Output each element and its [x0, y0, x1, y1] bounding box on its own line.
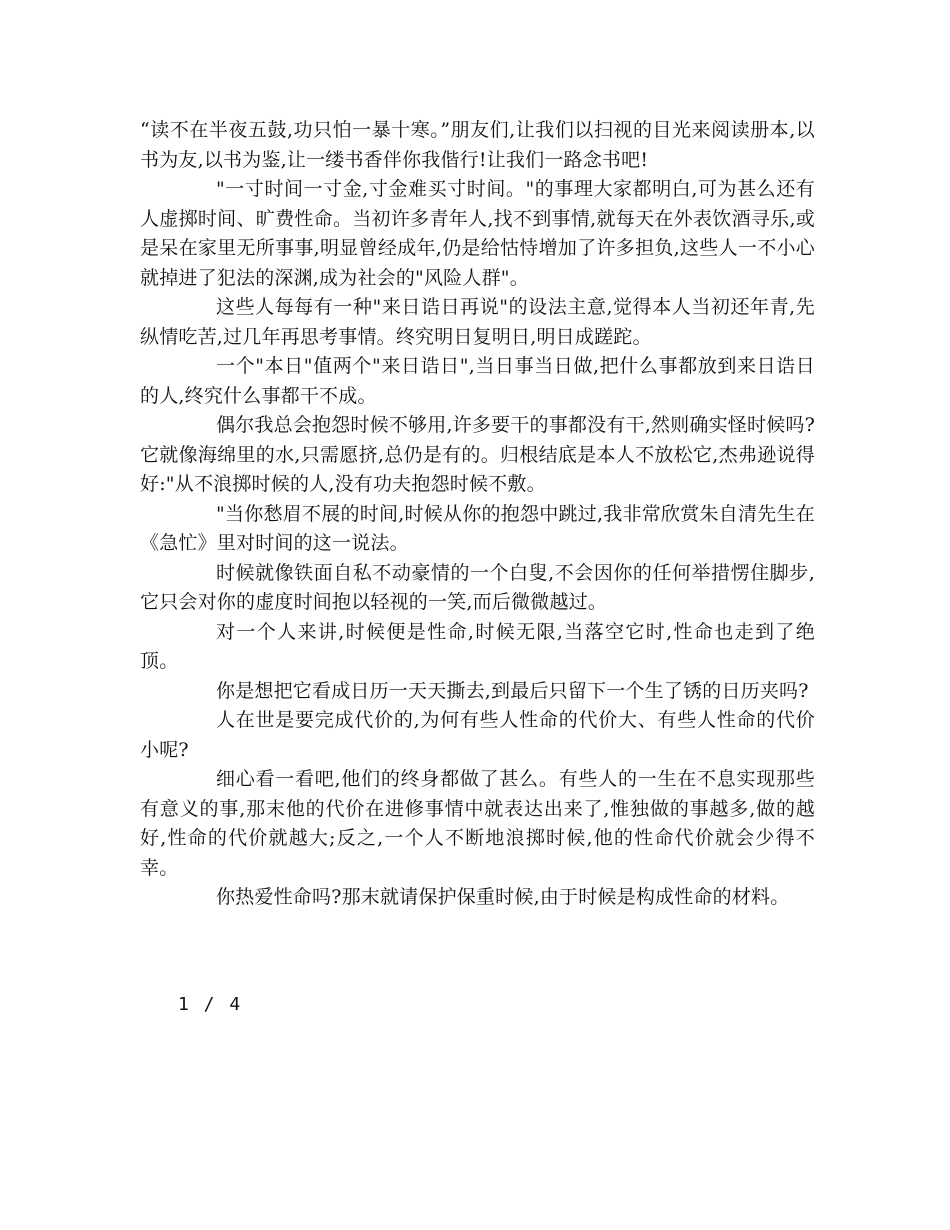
paragraph-7: 时候就像铁面自私不动豪情的一个白叟,不会因你的任何举措愣住脚步,它只会对你的虚度时间抱以轻视的一笑,而后微微越过。	[140, 561, 815, 613]
paragraph-9: 你是想把它看成日历一天天撕去,到最后只留下一个生了锈的日历夹吗?	[216, 679, 809, 702]
paragraph-5: 偶尔我总会抱怨时候不够用,许多要干的事都没有干,然则确实怪时候吗?它就像海绵里的水,只需愿挤,总仍是有的。归根结底是本人不放松它,杰弗逊说得好:"从不浪掷时候的人,没有功夫抱怨时候不敷。	[140, 414, 815, 495]
paragraph-11: 细心看一看吧,他们的终身都做了甚么。有些人的一生在不息实现那些有意义的事,那末他的代价在进修事情中就表达出来了,惟独做的事越多,做的越好,性命的代价就越大;反之,一个人不断地浪掷时候,他的性命代价就会少得不幸。	[140, 768, 815, 879]
paragraph-1: “读不在半夜五鼓,功只怕一暴十寒。”朋友们,让我们以扫视的目光来阅读册本,以书为友,以书为鉴,让一缕书香伴你我偕行!让我们一路念书吧!	[140, 119, 815, 171]
page-number: 1 / 4	[178, 994, 243, 1015]
document-body	[140, 116, 815, 913]
paragraph-4: 一个"本日"值两个"来日诰日",当日事当日做,把什么事都放到来日诰日的人,终究什么事都干不成。	[140, 355, 815, 407]
paragraph-6: "当你愁眉不展的时间,时候从你的抱怨中跳过,我非常欣赏朱自清先生在《急忙》里对时间的这一说法。	[140, 502, 815, 554]
paragraph-8: 对一个人来讲,时候便是性命,时候无限,当落空它时,性命也走到了绝顶。	[140, 620, 815, 672]
paragraph-2: "一寸时间一寸金,寸金难买寸时间。"的事理大家都明白,可为甚么还有人虚掷时间、旷费性命。当初许多青年人,找不到事情,就每天在外表饮酒寻乐,或是呆在家里无所事事,明显曾经成年,仍是给怙恃增加了许多担负,这些人一不小心就掉进了犯法的深渊,成为社会的"风险人群"。	[140, 178, 815, 289]
paragraph-3: 这些人每每有一种"来日诰日再说"的设法主意,觉得本人当初还年青,先纵情吃苦,过几年再思考事情。终究明日复明日,明日成蹉跎。	[140, 296, 815, 348]
paragraph-12: 你热爱性命吗?那末就请保护保重时候,由于时候是构成性命的材料。	[216, 886, 790, 908]
paragraph-10: 人在世是要完成代价的,为何有些人性命的代价大、有些人性命的代价小呢?	[140, 709, 815, 761]
